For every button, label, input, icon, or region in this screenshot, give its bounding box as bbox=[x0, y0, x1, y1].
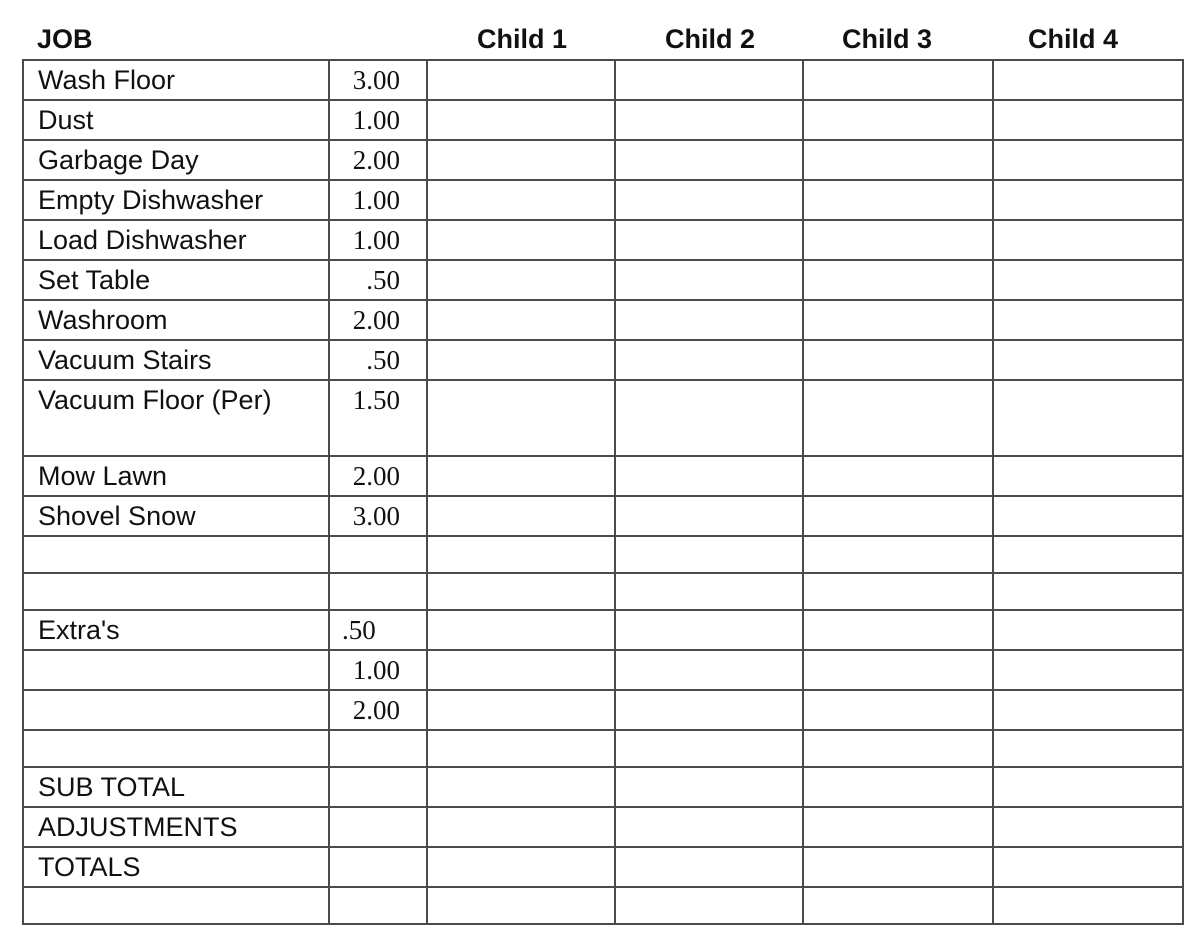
child-1-cell[interactable] bbox=[427, 650, 615, 690]
adjustments-label: ADJUSTMENTS bbox=[23, 807, 329, 847]
child-4-cell[interactable] bbox=[993, 690, 1183, 730]
child-3-cell[interactable] bbox=[803, 496, 993, 536]
child-2-cell[interactable] bbox=[615, 650, 803, 690]
child-4-cell[interactable] bbox=[993, 60, 1183, 100]
child-1-cell[interactable] bbox=[427, 180, 615, 220]
table-row bbox=[23, 536, 1183, 573]
job-name-cell bbox=[23, 650, 329, 690]
table-row bbox=[23, 650, 1183, 690]
child-2-cell[interactable] bbox=[615, 690, 803, 730]
child-2-cell[interactable] bbox=[615, 340, 803, 380]
child-1-cell[interactable] bbox=[427, 847, 615, 887]
job-name-cell: Dust bbox=[23, 100, 329, 140]
table-row bbox=[23, 730, 1183, 767]
child-3-cell[interactable] bbox=[803, 300, 993, 340]
child-1-cell[interactable] bbox=[427, 807, 615, 847]
table-row bbox=[23, 456, 1183, 496]
child-3-cell[interactable] bbox=[803, 690, 993, 730]
child-2-cell[interactable] bbox=[615, 456, 803, 496]
child-4-cell[interactable] bbox=[993, 180, 1183, 220]
child-2-cell[interactable] bbox=[615, 730, 803, 767]
child-1-cell[interactable] bbox=[427, 690, 615, 730]
child-4-cell[interactable] bbox=[993, 767, 1183, 807]
chore-chart-table bbox=[22, 59, 1184, 925]
child-1-cell[interactable] bbox=[427, 60, 615, 100]
child-4-cell[interactable] bbox=[993, 650, 1183, 690]
child-2-cell[interactable] bbox=[615, 180, 803, 220]
child-4-cell[interactable] bbox=[993, 260, 1183, 300]
amount-cell: .50 bbox=[329, 260, 427, 300]
job-name-cell bbox=[23, 690, 329, 730]
table-row bbox=[23, 610, 1183, 650]
child-4-cell[interactable] bbox=[993, 300, 1183, 340]
child-2-cell[interactable] bbox=[615, 380, 803, 456]
child-4-cell[interactable] bbox=[993, 807, 1183, 847]
child-4-cell[interactable] bbox=[993, 730, 1183, 767]
child-1-cell[interactable] bbox=[427, 767, 615, 807]
amount-cell bbox=[329, 730, 427, 767]
table-row bbox=[23, 887, 1183, 924]
child-1-cell[interactable] bbox=[427, 887, 615, 924]
table-row bbox=[23, 140, 1183, 180]
child-1-cell[interactable] bbox=[427, 220, 615, 260]
child-3-cell[interactable] bbox=[803, 847, 993, 887]
table-row bbox=[23, 573, 1183, 610]
child-2-cell[interactable] bbox=[615, 807, 803, 847]
amount-cell: 2.00 bbox=[329, 300, 427, 340]
amount-cell: 1.50 bbox=[329, 380, 427, 456]
totals-label: TOTALS bbox=[23, 847, 329, 887]
job-name-cell: Extra's bbox=[23, 610, 329, 650]
amount-cell: 1.00 bbox=[329, 100, 427, 140]
table-row bbox=[23, 60, 1183, 100]
table-row bbox=[23, 260, 1183, 300]
child-1-cell[interactable] bbox=[427, 380, 615, 456]
job-name-cell: Vacuum Floor (Per) bbox=[23, 380, 329, 456]
child-2-cell[interactable] bbox=[615, 536, 803, 573]
child-3-cell[interactable] bbox=[803, 573, 993, 610]
child-3-cell[interactable] bbox=[803, 730, 993, 767]
amount-cell[interactable] bbox=[329, 536, 427, 573]
child-3-cell[interactable] bbox=[803, 60, 993, 100]
child-3-cell[interactable] bbox=[803, 380, 993, 456]
amount-cell: 2.00 bbox=[329, 456, 427, 496]
amount-cell bbox=[329, 767, 427, 807]
table-row bbox=[23, 300, 1183, 340]
child-1-column-header: Child 1 bbox=[476, 24, 567, 54]
job-name-cell: Empty Dishwasher bbox=[23, 180, 329, 220]
child-3-cell[interactable] bbox=[803, 536, 993, 573]
child-4-column-header: Child 4 bbox=[1027, 24, 1118, 54]
child-3-cell[interactable] bbox=[803, 260, 993, 300]
table-row bbox=[23, 847, 1183, 887]
table-row bbox=[23, 380, 1183, 456]
child-4-cell[interactable] bbox=[993, 536, 1183, 573]
job-name-cell bbox=[23, 730, 329, 767]
job-name-cell: Mow Lawn bbox=[23, 456, 329, 496]
child-2-cell[interactable] bbox=[615, 260, 803, 300]
job-column-header: JOB bbox=[37, 24, 93, 54]
child-4-cell[interactable] bbox=[993, 496, 1183, 536]
amount-cell bbox=[329, 847, 427, 887]
child-2-cell[interactable] bbox=[615, 300, 803, 340]
amount-cell: .50 bbox=[329, 340, 427, 380]
child-3-cell[interactable] bbox=[803, 340, 993, 380]
job-name-cell[interactable] bbox=[23, 573, 329, 610]
child-4-cell[interactable] bbox=[993, 456, 1183, 496]
child-3-cell[interactable] bbox=[803, 767, 993, 807]
child-3-cell[interactable] bbox=[803, 100, 993, 140]
child-4-cell[interactable] bbox=[993, 847, 1183, 887]
table-row bbox=[23, 807, 1183, 847]
child-1-cell[interactable] bbox=[427, 536, 615, 573]
child-3-cell[interactable] bbox=[803, 610, 993, 650]
child-1-cell[interactable] bbox=[427, 340, 615, 380]
amount-cell: 1.00 bbox=[329, 220, 427, 260]
table-row bbox=[23, 340, 1183, 380]
child-4-cell[interactable] bbox=[993, 887, 1183, 924]
amount-cell: 3.00 bbox=[329, 496, 427, 536]
child-3-cell[interactable] bbox=[803, 456, 993, 496]
sub-total-label: SUB TOTAL bbox=[23, 767, 329, 807]
child-2-cell[interactable] bbox=[615, 767, 803, 807]
child-4-cell[interactable] bbox=[993, 220, 1183, 260]
table-row bbox=[23, 180, 1183, 220]
job-name-cell: Vacuum Stairs bbox=[23, 340, 329, 380]
job-name-cell: Set Table bbox=[23, 260, 329, 300]
child-3-cell[interactable] bbox=[803, 220, 993, 260]
child-2-cell[interactable] bbox=[615, 100, 803, 140]
table-row bbox=[23, 767, 1183, 807]
child-2-cell[interactable] bbox=[615, 140, 803, 180]
child-4-cell[interactable] bbox=[993, 140, 1183, 180]
child-1-cell[interactable] bbox=[427, 100, 615, 140]
table-row bbox=[23, 690, 1183, 730]
child-2-cell[interactable] bbox=[615, 60, 803, 100]
child-4-cell[interactable] bbox=[993, 380, 1183, 456]
child-3-cell[interactable] bbox=[803, 807, 993, 847]
child-3-cell[interactable] bbox=[803, 887, 993, 924]
child-2-cell[interactable] bbox=[615, 220, 803, 260]
table-row bbox=[23, 100, 1183, 140]
amount-cell: 2.00 bbox=[329, 690, 427, 730]
amount-cell: .50 bbox=[329, 610, 427, 650]
job-name-cell: Load Dishwasher bbox=[23, 220, 329, 260]
job-name-cell: Washroom bbox=[23, 300, 329, 340]
amount-cell[interactable] bbox=[329, 887, 427, 924]
child-1-cell[interactable] bbox=[427, 140, 615, 180]
child-2-cell[interactable] bbox=[615, 496, 803, 536]
child-2-cell[interactable] bbox=[615, 847, 803, 887]
amount-cell: 3.00 bbox=[329, 60, 427, 100]
amount-cell bbox=[329, 807, 427, 847]
child-1-cell[interactable] bbox=[427, 730, 615, 767]
child-3-column-header: Child 3 bbox=[841, 24, 932, 54]
job-name-cell: Shovel Snow bbox=[23, 496, 329, 536]
child-1-cell[interactable] bbox=[427, 573, 615, 610]
child-2-column-header: Child 2 bbox=[664, 24, 755, 54]
amount-cell: 1.00 bbox=[329, 650, 427, 690]
child-3-cell[interactable] bbox=[803, 140, 993, 180]
child-3-cell[interactable] bbox=[803, 650, 993, 690]
job-name-cell: Wash Floor bbox=[23, 60, 329, 100]
job-name-cell[interactable] bbox=[23, 536, 329, 573]
child-4-cell[interactable] bbox=[993, 573, 1183, 610]
amount-cell: 1.00 bbox=[329, 180, 427, 220]
table-row bbox=[23, 496, 1183, 536]
child-2-cell[interactable] bbox=[615, 573, 803, 610]
table-header bbox=[0, 0, 1200, 58]
child-4-cell[interactable] bbox=[993, 100, 1183, 140]
child-1-cell[interactable] bbox=[427, 456, 615, 496]
child-2-cell[interactable] bbox=[615, 610, 803, 650]
amount-cell[interactable] bbox=[329, 573, 427, 610]
job-name-cell: Garbage Day bbox=[23, 140, 329, 180]
child-4-cell[interactable] bbox=[993, 610, 1183, 650]
child-1-cell[interactable] bbox=[427, 496, 615, 536]
amount-cell: 2.00 bbox=[329, 140, 427, 180]
child-1-cell[interactable] bbox=[427, 300, 615, 340]
job-name-cell[interactable] bbox=[23, 887, 329, 924]
child-4-cell[interactable] bbox=[993, 340, 1183, 380]
table-row bbox=[23, 220, 1183, 260]
child-1-cell[interactable] bbox=[427, 260, 615, 300]
child-1-cell[interactable] bbox=[427, 610, 615, 650]
child-3-cell[interactable] bbox=[803, 180, 993, 220]
child-2-cell[interactable] bbox=[615, 887, 803, 924]
